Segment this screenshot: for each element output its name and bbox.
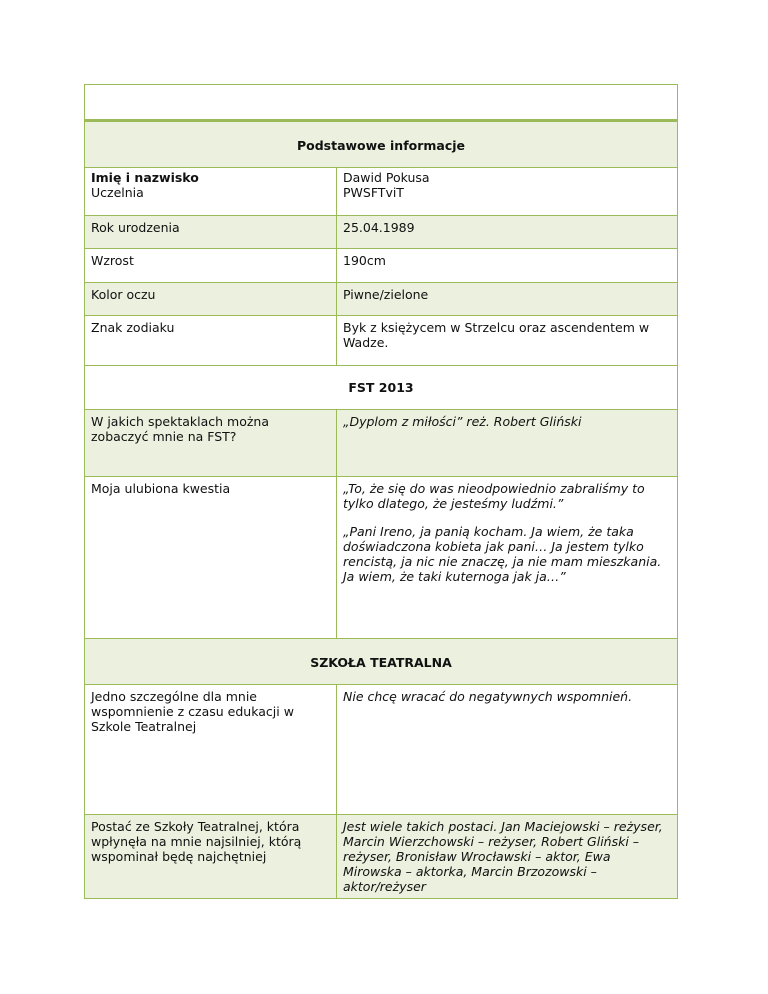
name-row: [85, 167, 677, 215]
school-value: PWSFTviT: [343, 185, 404, 200]
person-label: Postać ze Szkoły Teatralnej, która wpłynęła na mnie najsilniej, którą wspominał będę najchętniej: [85, 815, 337, 898]
memory-label: Jedno szczególne dla mnie wspomnienie z czasu edukacji w Szkole Teatralnej: [85, 685, 337, 814]
person-row: [85, 814, 677, 898]
title-row: [85, 85, 677, 119]
name-value-cell: [337, 168, 677, 215]
fst-header: FST 2013: [348, 380, 414, 395]
quote-value-cell: [337, 477, 677, 638]
name-value: Dawid Pokusa: [343, 170, 430, 185]
eyes-value: Piwne/zielone: [337, 283, 677, 315]
quote-paragraph-2: „Pani Ireno, ja panią kocham. Ja wiem, że taka doświadczona kobieta jak pani… Ja jestem tylko rencistą, ja nic nie znaczę, ja nie mam mieszkania. Ja wiem, że taki kuternoga jak ja…”: [343, 524, 662, 584]
school-header: SZKOŁA TEATRALNA: [310, 655, 452, 670]
height-row: [85, 248, 677, 282]
person-value: Jest wiele takich postaci. Jan Maciejowski – reżyser, Marcin Wierzchowski – reżyser, Robert Gliński – reżyser, Bronisław Wrocławski – aktor, Ewa Mirowska – aktorka, Marcin Brzozowski – aktor/reżyser: [337, 815, 677, 898]
quote-row: [85, 476, 677, 638]
zodiac-label: Znak zodiaku: [85, 316, 337, 365]
height-label: Wzrost: [85, 249, 337, 282]
basic-header: Podstawowe informacje: [296, 138, 466, 153]
quote-label: Moja ulubiona kwestia: [85, 477, 337, 638]
shows-label: W jakich spektaklach można zobaczyć mnie na FST?: [85, 410, 337, 476]
height-value: 190cm: [343, 253, 386, 268]
eyes-label: Kolor oczu: [85, 283, 337, 315]
birth-row: [85, 215, 677, 248]
shows-value: „Dyplom z miłości” reż. Robert Gliński: [337, 410, 677, 476]
school-label: Uczelnia: [91, 185, 144, 200]
eyes-row: [85, 282, 677, 315]
profile-table: [84, 84, 678, 899]
memory-row: [85, 684, 677, 814]
name-label-cell: [85, 168, 337, 215]
zodiac-value: Byk z księżycem w Strzelcu oraz ascendentem w Wadze.: [343, 320, 650, 350]
birth-label: Rok urodzenia: [85, 216, 337, 248]
basic-header-row: [85, 119, 677, 167]
name-label: Imię i nazwisko: [91, 170, 199, 185]
school-header-row: [85, 638, 677, 684]
fst-header-row: [85, 365, 677, 409]
birth-value: 25.04.1989: [337, 216, 677, 248]
title-cell: [85, 85, 677, 119]
zodiac-row: [85, 315, 677, 365]
quote-paragraph-1: „To, że się do was nieodpowiednio zabraliśmy to tylko dlatego, że jesteśmy ludźmi.”: [343, 481, 645, 511]
memory-value: Nie chcę wracać do negatywnych wspomnień.: [343, 689, 633, 704]
shows-row: [85, 409, 677, 476]
